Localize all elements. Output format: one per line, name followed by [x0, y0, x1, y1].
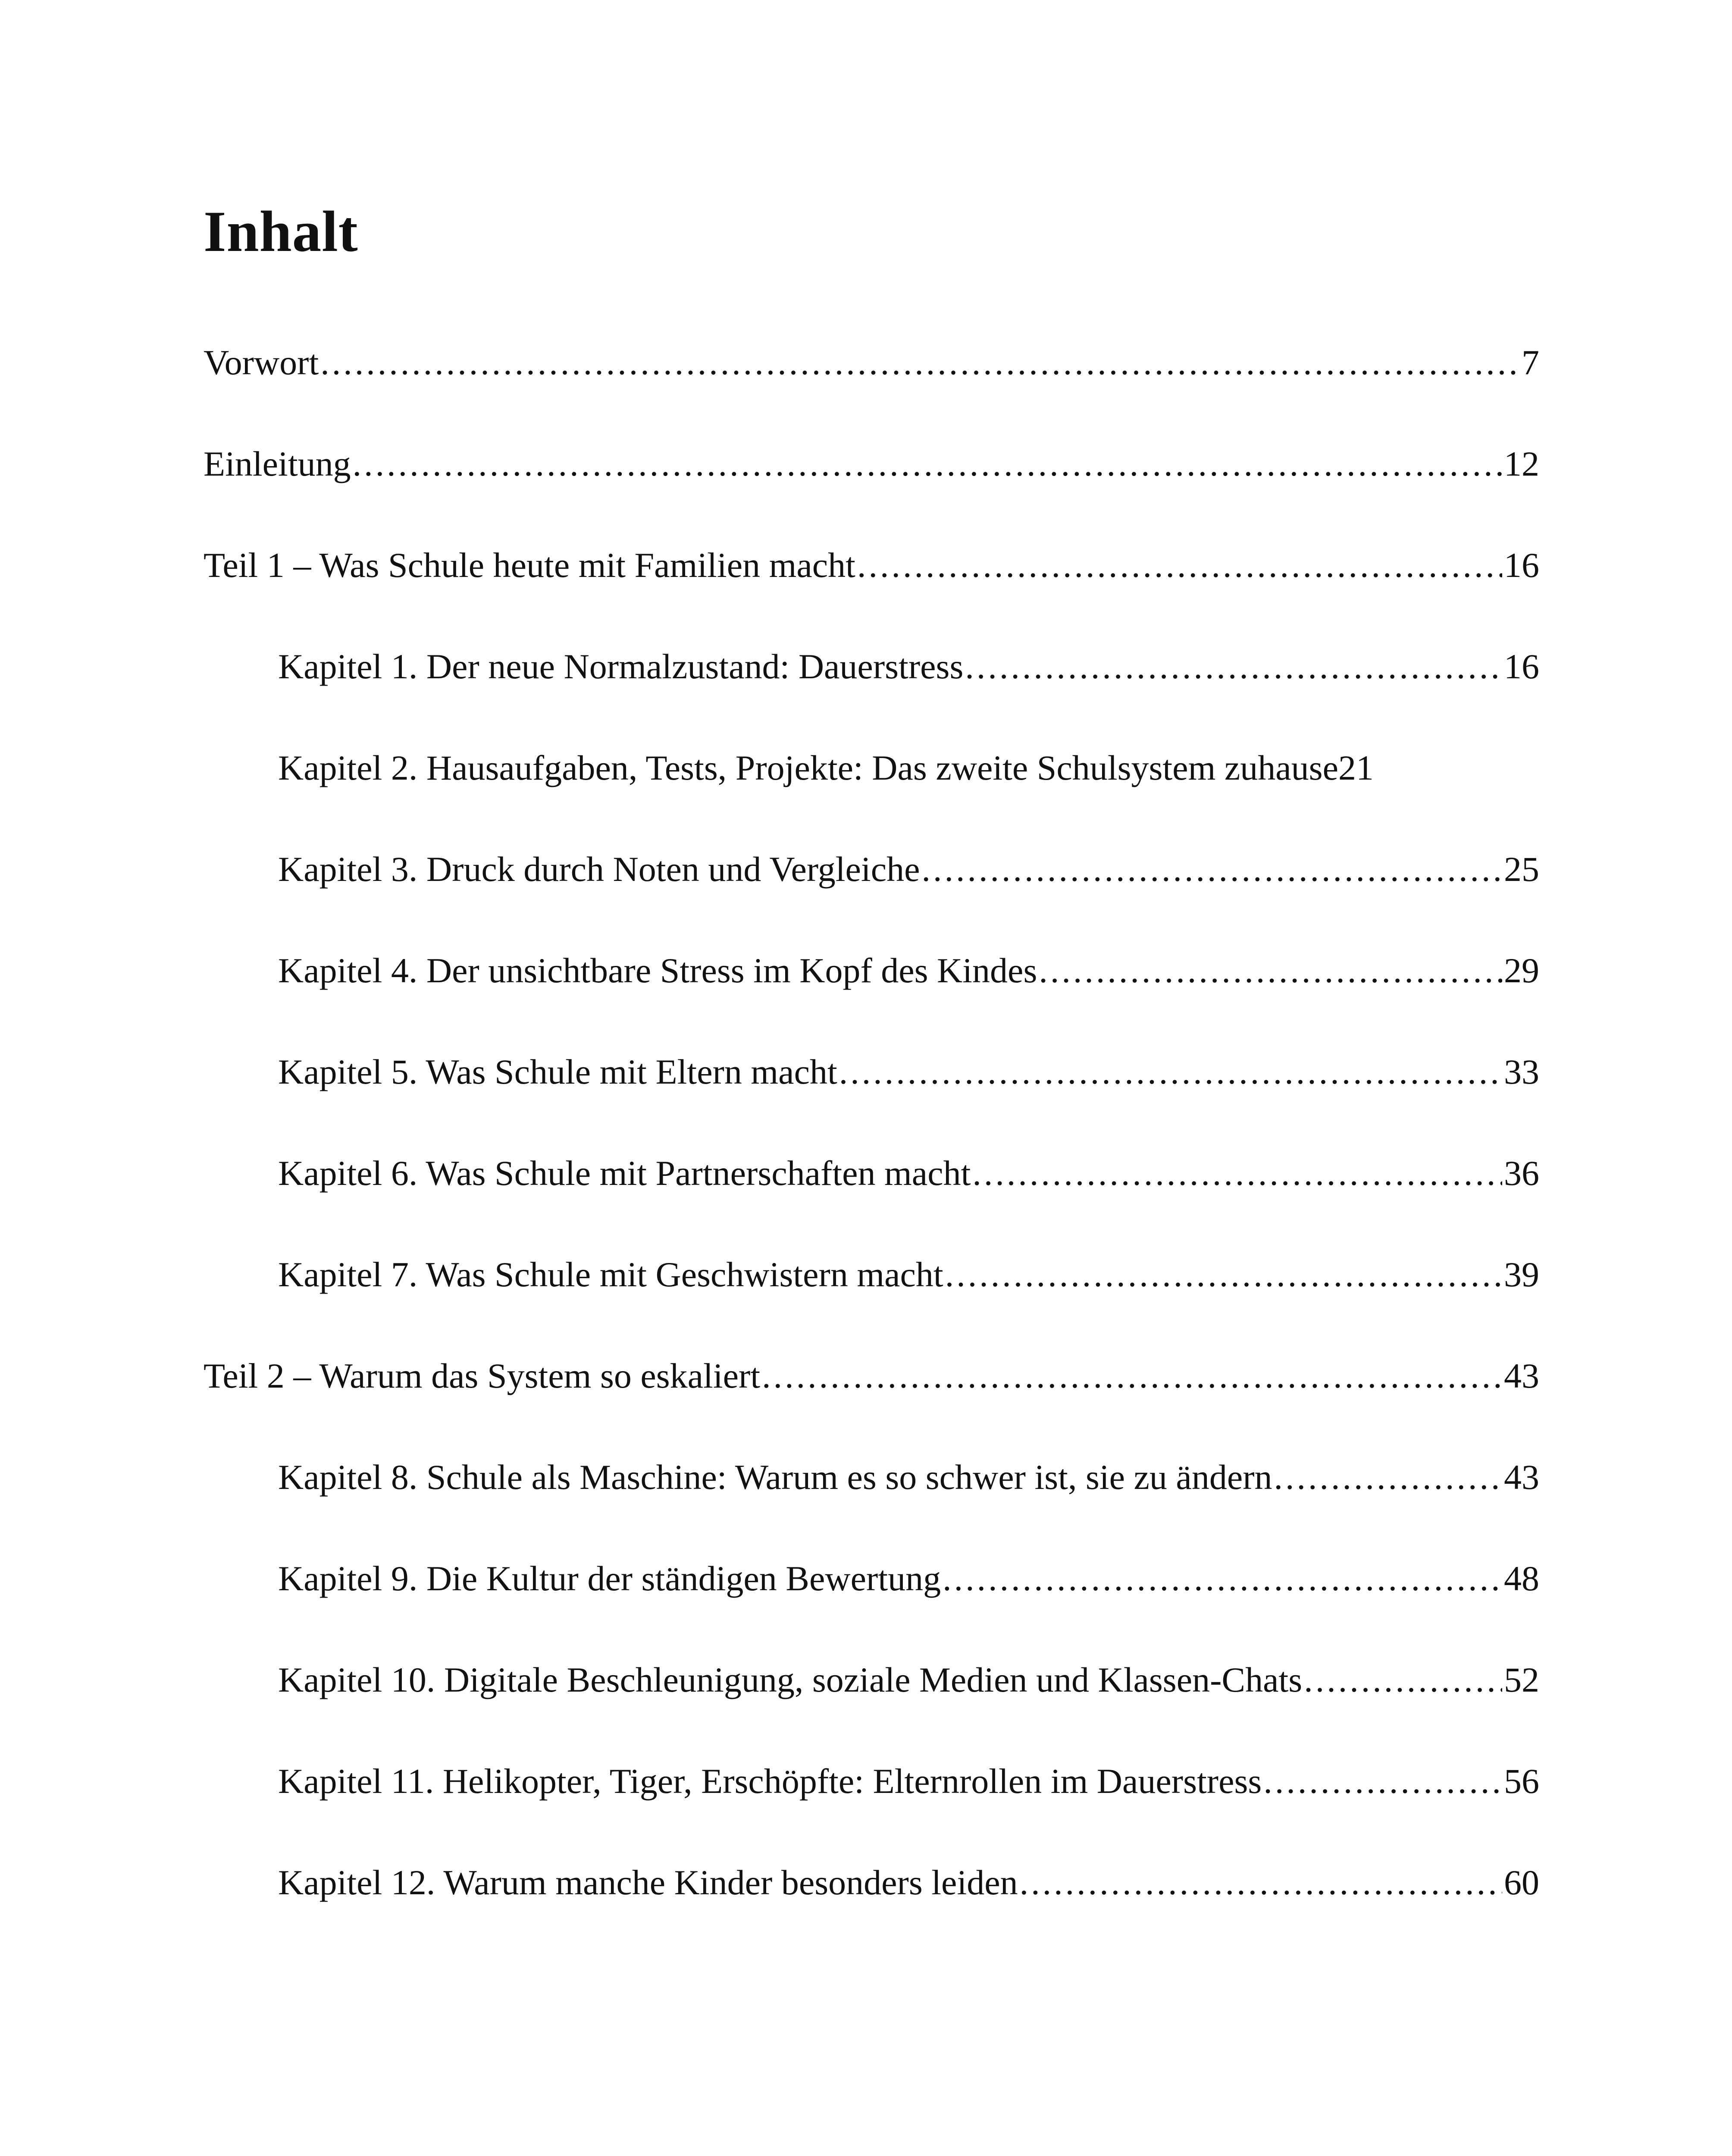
toc-entry-title: Teil 1 – Was Schule heute mit Familien macht — [204, 545, 855, 585]
toc-page-number: 52 — [1504, 1660, 1539, 1699]
toc-entry-title: Kapitel 6. Was Schule mit Partnerschaften macht — [278, 1153, 971, 1193]
toc-leader-dots — [945, 1257, 1502, 1292]
toc-entry-title: Kapitel 7. Was Schule mit Geschwistern macht — [278, 1255, 943, 1294]
toc-entry-title: Kapitel 12. Warum manche Kinder besonders leiden — [278, 1863, 1018, 1902]
toc-entry — [278, 1662, 1539, 1698]
toc-entry — [204, 446, 1539, 482]
toc-entry-title: Vorwort — [204, 343, 319, 382]
toc-entry — [278, 750, 1553, 786]
toc-entry-title: Einleitung — [204, 444, 351, 483]
toc-page-number: 36 — [1504, 1153, 1539, 1193]
toc-leader-dots — [857, 548, 1502, 583]
toc-entry — [278, 849, 1539, 889]
toc-entry — [278, 1153, 1539, 1193]
toc-entry — [278, 1257, 1539, 1292]
toc-page-number: 43 — [1504, 1457, 1539, 1497]
toc-leader-dots — [972, 1156, 1502, 1191]
toc-page-number: 29 — [1504, 951, 1539, 990]
toc-entry — [204, 545, 1539, 585]
toc-page-number: 33 — [1504, 1052, 1539, 1091]
toc-leader-dots — [1274, 1460, 1502, 1495]
toc-entry — [278, 1865, 1539, 1900]
toc-leader-dots — [1304, 1662, 1502, 1698]
toc-entry-title: Kapitel 11. Helikopter, Tiger, Erschöpfte: Elternrollen im Dauerstress — [278, 1761, 1262, 1801]
toc-entry-title: Kapitel 10. Digitale Beschleunigung, soziale Medien und Klassen-Chats — [278, 1660, 1303, 1699]
toc-page-number: 39 — [1504, 1255, 1539, 1294]
toc-leader-dots — [353, 446, 1502, 482]
toc-leader-dots — [922, 852, 1503, 887]
toc-page-number: 60 — [1504, 1863, 1539, 1902]
toc-page-number: 12 — [1504, 444, 1539, 483]
toc-entry — [278, 1054, 1539, 1090]
toc-page-number: 7 — [1522, 343, 1539, 382]
toc-entry — [278, 1761, 1539, 1801]
toc-page-number: 56 — [1504, 1761, 1539, 1801]
toc-leader-dots — [762, 1358, 1502, 1394]
page-title: Inhalt — [204, 200, 358, 264]
toc-page-number: 16 — [1504, 545, 1539, 585]
toc-entry-title: Kapitel 9. Die Kultur der ständigen Bewertung — [278, 1559, 941, 1598]
toc-entry — [204, 345, 1539, 380]
toc-entry-title: Teil 2 – Warum das System so eskaliert — [204, 1356, 761, 1395]
toc-entry-title: Kapitel 4. Der unsichtbare Stress im Kopf des Kindes — [278, 951, 1037, 990]
toc-entry — [204, 1358, 1539, 1394]
toc-entry-title: Kapitel 2. Hausaufgaben, Tests, Projekte: Das zweite Schulsystem zuhause — [278, 748, 1338, 787]
toc-page-number: 43 — [1504, 1356, 1539, 1395]
toc-entry-title: Kapitel 5. Was Schule mit Eltern macht — [278, 1052, 837, 1091]
toc-page-number: 21 — [1338, 748, 1374, 787]
toc-page-number: 25 — [1504, 849, 1539, 889]
toc-leader-dots — [1263, 1764, 1502, 1799]
toc-leader-dots — [1039, 953, 1502, 988]
toc-entry-title: Kapitel 1. Der neue Normalzustand: Dauerstress — [278, 647, 964, 686]
toc-leader-dots — [965, 649, 1502, 684]
toc-leader-dots — [839, 1054, 1502, 1090]
toc-leader-dots — [320, 345, 1520, 380]
toc-leader-dots — [1020, 1865, 1502, 1900]
toc-page-number: 48 — [1504, 1559, 1539, 1598]
toc-entry — [278, 1457, 1539, 1497]
toc-entry-title: Kapitel 3. Druck durch Noten und Vergleiche — [278, 849, 920, 889]
toc-entry-title: Kapitel 8. Schule als Maschine: Warum es so schwer ist, sie zu ändern — [278, 1457, 1272, 1497]
toc-leader-dots — [943, 1561, 1502, 1596]
toc-entry — [278, 953, 1539, 988]
toc-page-number: 16 — [1504, 647, 1539, 686]
toc-entry — [278, 649, 1539, 684]
toc-entry — [278, 1561, 1539, 1596]
